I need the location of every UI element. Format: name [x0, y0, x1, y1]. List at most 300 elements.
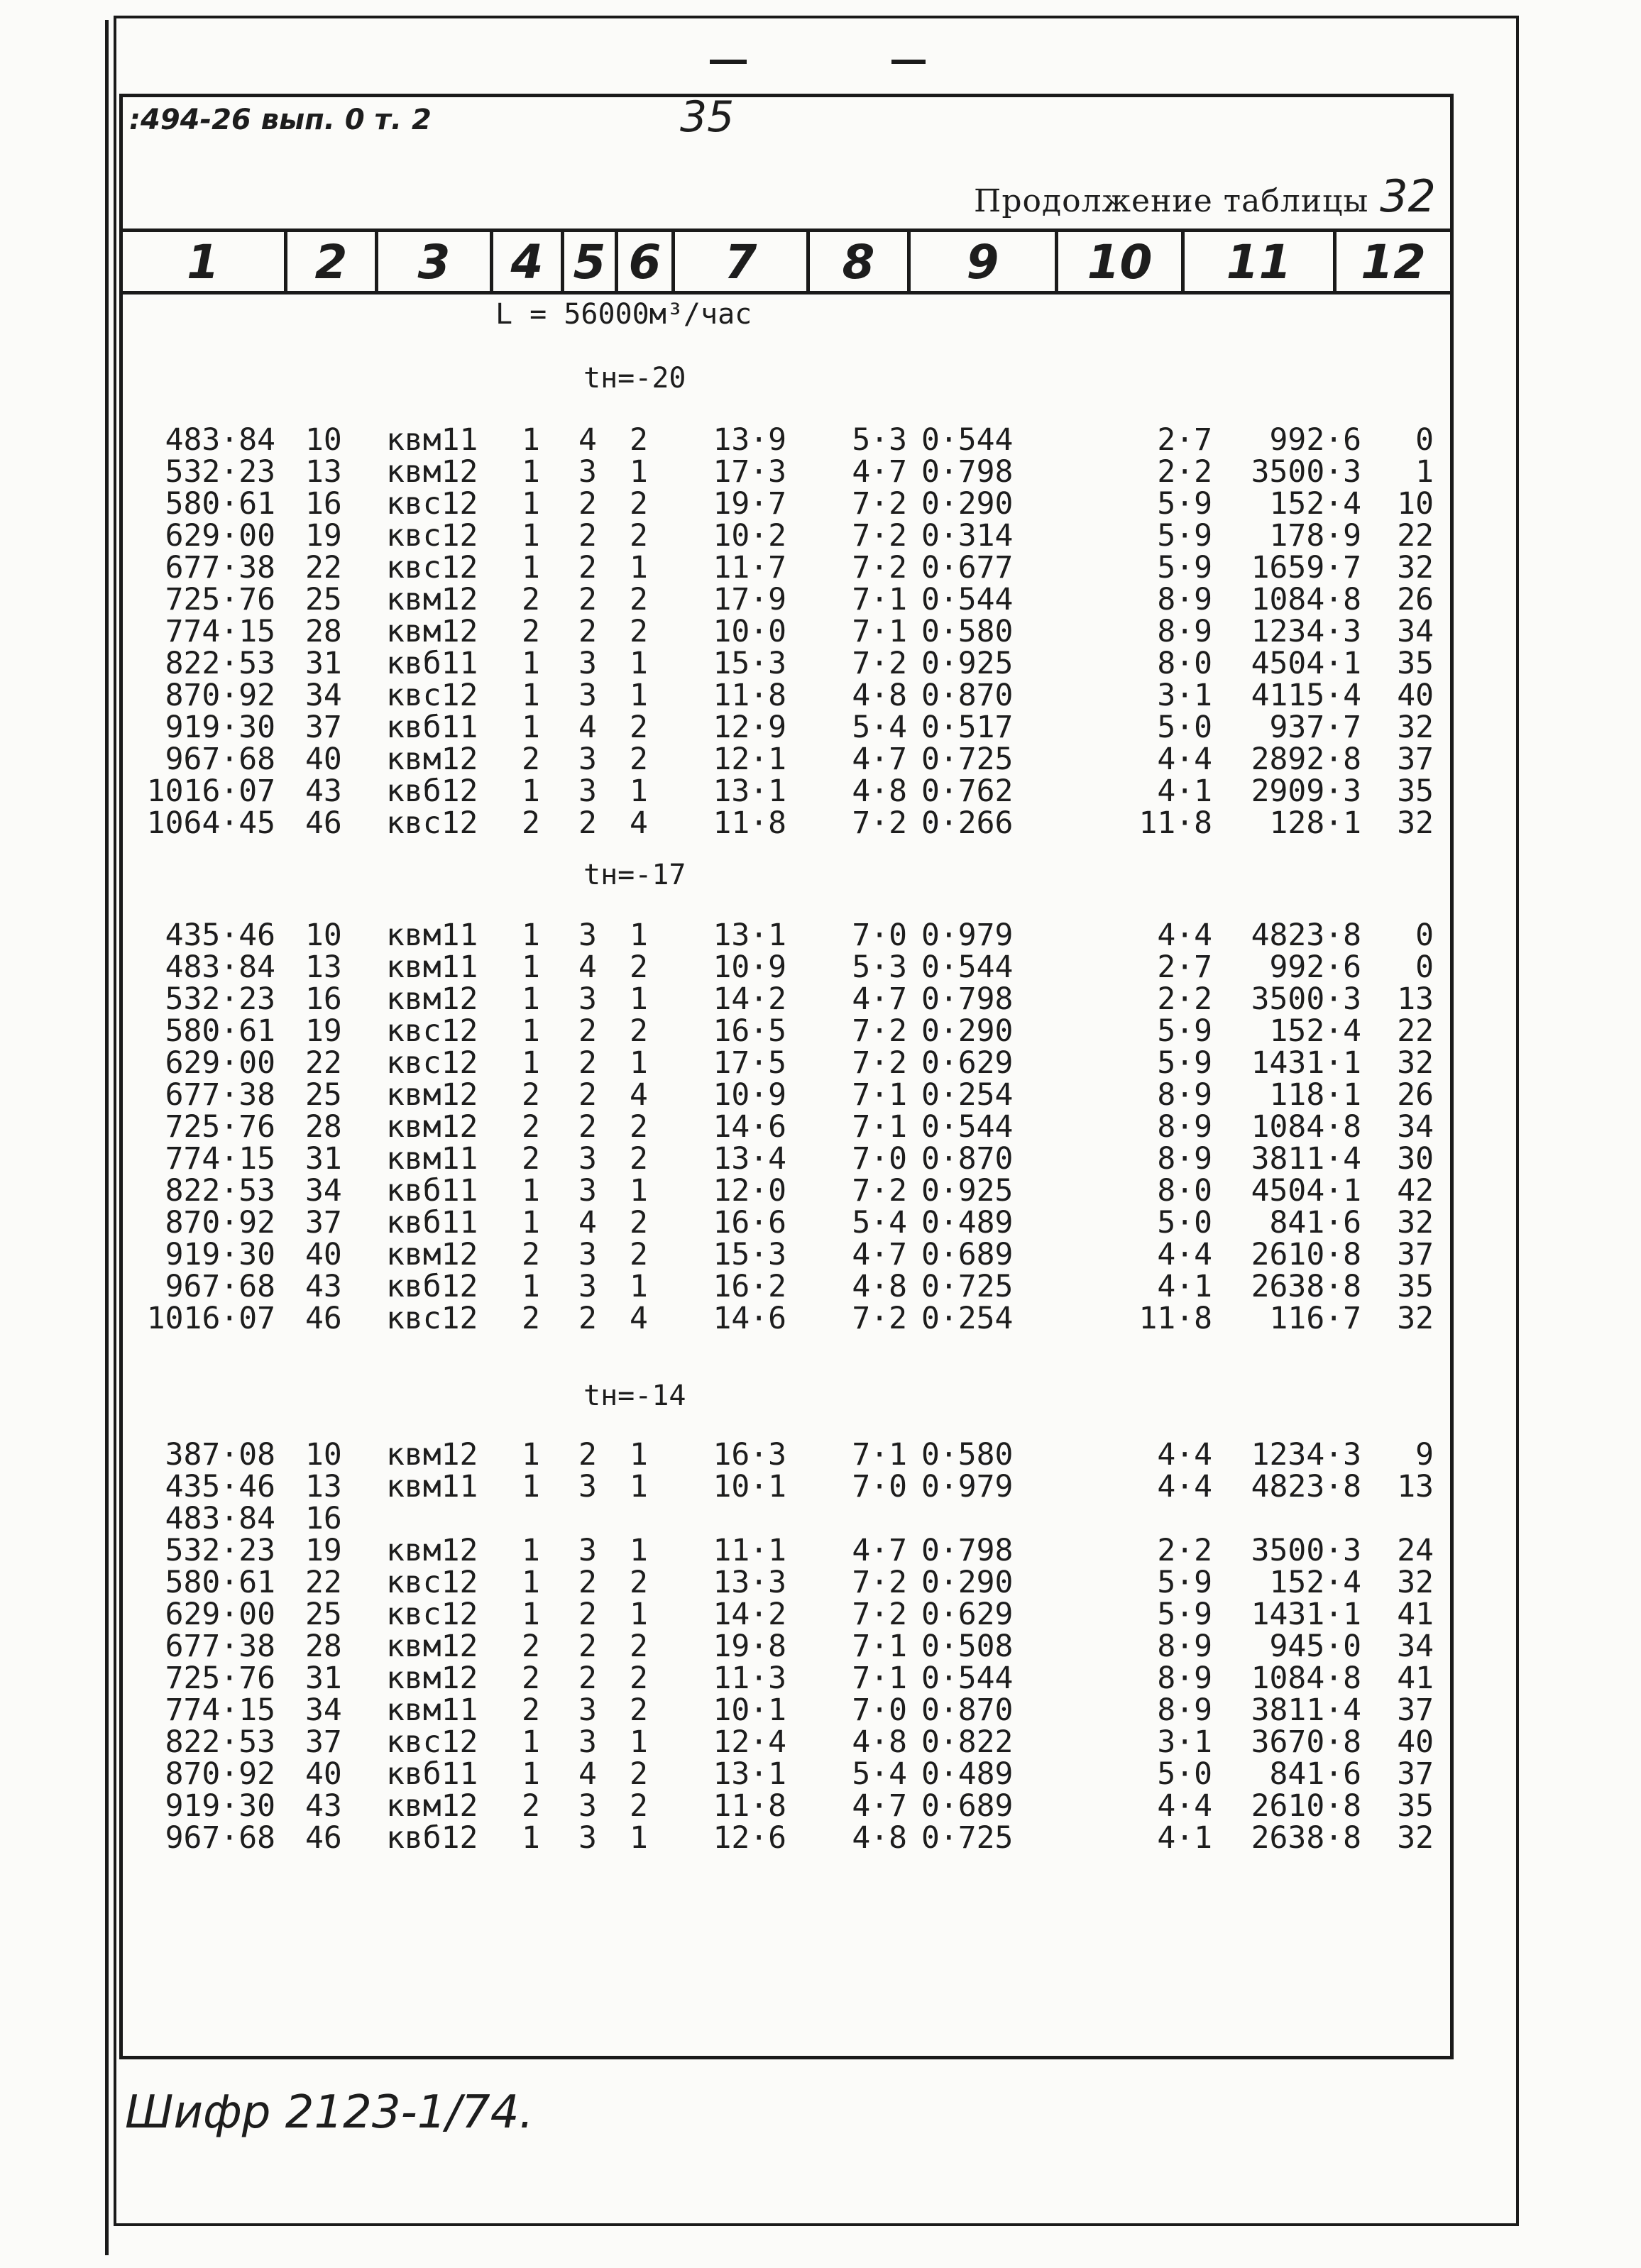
- cell-col-12: 13: [1397, 981, 1434, 1017]
- cell-col-5: 3: [578, 646, 597, 681]
- table-row: [119, 456, 1454, 488]
- cell-col-6: 1: [630, 1045, 648, 1081]
- cell-col-4: 2: [522, 614, 540, 649]
- cell-col-7: 12·1: [713, 742, 786, 777]
- cell-col-5: 2: [578, 805, 597, 841]
- cell-col-7: 11·3: [713, 1661, 786, 1696]
- cell-col-4: 1: [522, 1724, 540, 1760]
- cell-col-1: 967·68: [165, 1820, 275, 1856]
- cell-col-11: 3500·3: [1251, 981, 1361, 1017]
- cell-col-2: 13: [305, 1469, 342, 1504]
- cell-col-3: квм11: [386, 918, 478, 953]
- cell-col-4: 1: [522, 918, 540, 953]
- cell-col-7: 17·9: [713, 582, 786, 617]
- cipher-stamp: Шифр 2123-1/74.: [125, 2086, 534, 2139]
- cell-col-1: 677·38: [165, 1629, 275, 1664]
- cell-col-11: 945·0: [1269, 1629, 1361, 1664]
- cell-col-2: 31: [305, 1141, 342, 1177]
- cell-col-11: 841·6: [1269, 1205, 1361, 1240]
- cell-col-11: 3811·4: [1251, 1692, 1361, 1728]
- cell-col-4: 1: [522, 981, 540, 1017]
- section-label: tн=-17: [583, 859, 686, 891]
- cell-col-10: 8·9: [1157, 1629, 1212, 1664]
- cell-col-2: 13: [305, 949, 342, 985]
- cell-col-7: 10·9: [713, 1077, 786, 1113]
- top-dash-right: [891, 60, 926, 64]
- cell-col-5: 2: [578, 518, 597, 554]
- top-dash-left: [710, 60, 747, 64]
- cell-col-3: квм11: [386, 1141, 478, 1177]
- cell-col-1: 725·76: [165, 582, 275, 617]
- cell-col-7: 15·3: [713, 1237, 786, 1272]
- cell-col-9: 0·489: [921, 1205, 1014, 1240]
- cell-col-8: 7·2: [852, 646, 907, 681]
- cell-col-10: 5·9: [1157, 518, 1212, 554]
- cell-col-4: 1: [522, 678, 540, 713]
- cell-col-9: 0·544: [921, 1109, 1014, 1145]
- cell-col-7: 12·0: [713, 1173, 786, 1209]
- cell-col-8: 4·7: [852, 1237, 907, 1272]
- cell-col-7: 10·1: [713, 1469, 786, 1504]
- table-row: [119, 1239, 1454, 1271]
- cell-col-5: 2: [578, 1077, 597, 1113]
- cell-col-1: 919·30: [165, 1237, 275, 1272]
- cell-col-6: 2: [630, 710, 648, 745]
- cell-col-1: 725·76: [165, 1109, 275, 1145]
- cell-col-10: 4·1: [1157, 774, 1212, 809]
- cell-col-12: 24: [1397, 1533, 1434, 1568]
- cell-col-6: 2: [630, 518, 648, 554]
- cell-col-11: 3811·4: [1251, 1141, 1361, 1177]
- cell-col-10: 8·0: [1157, 1173, 1212, 1209]
- table-row: [119, 1790, 1454, 1822]
- column-header-7: 7: [724, 235, 757, 290]
- cell-col-4: 2: [522, 1077, 540, 1113]
- cell-col-12: 10: [1397, 486, 1434, 522]
- cell-col-4: 2: [522, 582, 540, 617]
- cell-col-4: 2: [522, 742, 540, 777]
- cell-col-8: 5·3: [852, 949, 907, 985]
- cell-col-8: 7·0: [852, 1692, 907, 1728]
- table-row: [119, 981, 1454, 1017]
- table-row: [119, 1724, 1454, 1760]
- cell-col-5: 2: [578, 1437, 597, 1472]
- cell-col-3: квм12: [386, 981, 478, 1017]
- cell-col-2: 37: [305, 710, 342, 745]
- cell-col-9: 0·254: [921, 1077, 1014, 1113]
- cell-col-1: 580·61: [165, 486, 275, 522]
- cell-col-2: 19: [305, 1013, 342, 1049]
- cell-col-6: 2: [630, 949, 648, 985]
- cell-col-9: 0·870: [921, 1141, 1014, 1177]
- cell-col-8: 7·2: [852, 1597, 907, 1632]
- table-row: [119, 520, 1454, 552]
- cell-col-6: 4: [630, 1077, 648, 1113]
- cell-col-10: 2·7: [1157, 422, 1212, 458]
- cell-col-2: 25: [305, 1077, 342, 1113]
- cell-col-11: 1431·1: [1251, 1045, 1361, 1081]
- cell-col-12: 35: [1397, 1269, 1434, 1304]
- cell-col-8: 7·2: [852, 518, 907, 554]
- cell-col-11: 4115·4: [1251, 678, 1361, 713]
- cell-col-2: 40: [305, 742, 342, 777]
- cell-col-7: 13·3: [713, 1565, 786, 1600]
- cell-col-6: 2: [630, 1692, 648, 1728]
- cell-col-11: 4504·1: [1251, 646, 1361, 681]
- table-row: [119, 1079, 1454, 1111]
- cell-col-3: квс12: [386, 1301, 478, 1336]
- cell-col-10: 5·9: [1157, 1045, 1212, 1081]
- cell-col-2: 46: [305, 1301, 342, 1336]
- table-row: [119, 920, 1454, 952]
- section-label: tн=-20: [583, 362, 686, 395]
- cell-col-8: 4·7: [852, 1788, 907, 1824]
- cell-col-9: 0·580: [921, 614, 1014, 649]
- cell-col-10: 5·9: [1157, 1013, 1212, 1049]
- cell-col-5: 2: [578, 1661, 597, 1696]
- cell-col-7: 13·1: [713, 918, 786, 953]
- cell-col-6: 1: [630, 646, 648, 681]
- cell-col-9: 0·725: [921, 1820, 1014, 1856]
- cell-col-12: 0: [1415, 918, 1434, 953]
- cell-col-4: 1: [522, 646, 540, 681]
- cell-col-8: 7·2: [852, 1173, 907, 1209]
- table-row: [119, 1822, 1454, 1854]
- cell-col-1: 532·23: [165, 454, 275, 490]
- cell-col-7: 19·8: [713, 1629, 786, 1664]
- cell-col-7: 17·3: [713, 454, 786, 490]
- cell-col-11: 1659·7: [1251, 550, 1361, 585]
- cell-col-8: 4·8: [852, 1820, 907, 1856]
- cell-col-7: 11·1: [713, 1533, 786, 1568]
- cell-col-5: 3: [578, 774, 597, 809]
- cell-col-3: квб11: [386, 1756, 478, 1792]
- cell-col-7: 17·5: [713, 1045, 786, 1081]
- cell-col-2: 16: [305, 486, 342, 522]
- cell-col-5: 2: [578, 550, 597, 585]
- cell-col-3: квб12: [386, 774, 478, 809]
- cell-col-2: 34: [305, 1173, 342, 1209]
- cell-col-9: 0·544: [921, 422, 1014, 458]
- table-row: [119, 712, 1454, 744]
- cell-col-8: 7·1: [852, 1437, 907, 1472]
- cell-col-2: 22: [305, 550, 342, 585]
- cell-col-2: 28: [305, 1629, 342, 1664]
- cell-col-4: 1: [522, 1045, 540, 1081]
- cell-col-8: 7·2: [852, 1301, 907, 1336]
- cell-col-10: 5·0: [1157, 710, 1212, 745]
- cell-col-2: 43: [305, 1788, 342, 1824]
- cell-col-2: 34: [305, 678, 342, 713]
- cell-col-2: 22: [305, 1045, 342, 1081]
- cell-col-12: 41: [1397, 1597, 1434, 1632]
- cell-col-7: 12·6: [713, 1820, 786, 1856]
- cell-col-11: 2638·8: [1251, 1269, 1361, 1304]
- cell-col-1: 483·84: [165, 422, 275, 458]
- cell-col-9: 0·544: [921, 582, 1014, 617]
- cell-col-11: 2892·8: [1251, 742, 1361, 777]
- cell-col-12: 32: [1397, 1820, 1434, 1856]
- cell-col-7: 13·9: [713, 422, 786, 458]
- cell-col-10: 8·0: [1157, 646, 1212, 681]
- cell-col-6: 1: [630, 1469, 648, 1504]
- cell-col-9: 0·979: [921, 1469, 1014, 1504]
- cell-col-10: 11·8: [1138, 1301, 1212, 1336]
- cell-col-10: 2·2: [1157, 981, 1212, 1017]
- cell-col-11: 152·4: [1269, 1013, 1361, 1049]
- cell-col-7: 16·6: [713, 1205, 786, 1240]
- cell-col-7: 14·6: [713, 1109, 786, 1145]
- cell-col-2: 10: [305, 918, 342, 953]
- cell-col-3: квс12: [386, 1013, 478, 1049]
- cell-col-10: 4·4: [1157, 1237, 1212, 1272]
- cell-col-11: 116·7: [1269, 1301, 1361, 1336]
- cell-col-6: 1: [630, 454, 648, 490]
- table-row: [119, 1503, 1454, 1535]
- cell-col-3: квс12: [386, 1724, 478, 1760]
- cell-col-8: 7·1: [852, 614, 907, 649]
- cell-col-3: квм12: [386, 582, 478, 617]
- cell-col-12: 0: [1415, 422, 1434, 458]
- cell-col-4: 2: [522, 1692, 540, 1728]
- cell-col-2: 16: [305, 1501, 342, 1536]
- cell-col-9: 0·290: [921, 1565, 1014, 1600]
- cell-col-11: 1234·3: [1251, 1437, 1361, 1472]
- table-row: [119, 776, 1454, 808]
- cell-col-3: квб11: [386, 646, 478, 681]
- cell-col-12: 32: [1397, 1301, 1434, 1336]
- cell-col-12: 42: [1397, 1173, 1434, 1209]
- cell-col-7: 11·8: [713, 1788, 786, 1824]
- cell-col-8: 4·8: [852, 678, 907, 713]
- table-row: [119, 1271, 1454, 1303]
- cell-col-5: 3: [578, 1533, 597, 1568]
- cell-col-8: 7·1: [852, 1077, 907, 1113]
- cell-col-6: 2: [630, 486, 648, 522]
- cell-col-5: 2: [578, 1629, 597, 1664]
- cell-col-4: 1: [522, 454, 540, 490]
- cell-col-10: 4·4: [1157, 742, 1212, 777]
- table-row: [119, 1111, 1454, 1143]
- cell-col-6: 1: [630, 1269, 648, 1304]
- cell-col-11: 152·4: [1269, 1565, 1361, 1600]
- cell-col-12: 32: [1397, 1045, 1434, 1081]
- column-header-10: 10: [1087, 235, 1153, 290]
- cell-col-9: 0·254: [921, 1301, 1014, 1336]
- cell-col-6: 4: [630, 1301, 648, 1336]
- cell-col-11: 2610·8: [1251, 1237, 1361, 1272]
- cell-col-3: квс12: [386, 1045, 478, 1081]
- cell-col-9: 0·290: [921, 486, 1014, 522]
- cell-col-7: 14·6: [713, 1301, 786, 1336]
- cell-col-1: 387·08: [165, 1437, 275, 1472]
- cell-col-10: 4·4: [1157, 918, 1212, 953]
- continuation-text: Продолжение таблицы: [974, 183, 1369, 219]
- cell-col-5: 3: [578, 1724, 597, 1760]
- cell-col-2: 43: [305, 774, 342, 809]
- cell-col-1: 580·61: [165, 1013, 275, 1049]
- cell-col-7: 13·4: [713, 1141, 786, 1177]
- cell-col-10: 4·1: [1157, 1820, 1212, 1856]
- cell-col-4: 2: [522, 1629, 540, 1664]
- cell-col-2: 25: [305, 1597, 342, 1632]
- header-bottom-rule: [119, 291, 1454, 294]
- table-row: [119, 744, 1454, 776]
- cell-col-7: 12·9: [713, 710, 786, 745]
- table-row: [119, 488, 1454, 520]
- cell-col-6: 2: [630, 1109, 648, 1145]
- cell-col-12: 32: [1397, 1205, 1434, 1240]
- cell-col-4: 2: [522, 1237, 540, 1272]
- cell-col-10: 8·9: [1157, 582, 1212, 617]
- cell-col-3: квм11: [386, 1469, 478, 1504]
- cell-col-11: 937·7: [1269, 710, 1361, 745]
- cell-col-7: 13·1: [713, 1756, 786, 1792]
- cell-col-11: 1234·3: [1251, 614, 1361, 649]
- cell-col-4: 1: [522, 550, 540, 585]
- cell-col-6: 1: [630, 678, 648, 713]
- cell-col-8: 4·8: [852, 1269, 907, 1304]
- cell-col-9: 0·544: [921, 949, 1014, 985]
- cell-col-11: 992·6: [1269, 949, 1361, 985]
- cell-col-4: 1: [522, 1205, 540, 1240]
- cell-col-1: 1016·07: [146, 1301, 275, 1336]
- cell-col-7: 14·2: [713, 981, 786, 1017]
- cell-col-12: 41: [1397, 1661, 1434, 1696]
- cell-col-5: 4: [578, 422, 597, 458]
- cell-col-12: 37: [1397, 1692, 1434, 1728]
- cell-col-6: 2: [630, 422, 648, 458]
- cell-col-1: 725·76: [165, 1661, 275, 1696]
- cell-col-8: 5·4: [852, 1756, 907, 1792]
- cell-col-6: 1: [630, 550, 648, 585]
- cell-col-11: 3500·3: [1251, 1533, 1361, 1568]
- cell-col-4: 1: [522, 1756, 540, 1792]
- cell-col-1: 580·61: [165, 1565, 275, 1600]
- cell-col-3: квб12: [386, 1269, 478, 1304]
- cell-col-2: 37: [305, 1205, 342, 1240]
- cell-col-5: 3: [578, 1788, 597, 1824]
- cell-col-1: 822·53: [165, 646, 275, 681]
- cell-col-11: 2610·8: [1251, 1788, 1361, 1824]
- table-row: [119, 1207, 1454, 1239]
- cell-col-4: 1: [522, 1820, 540, 1856]
- page-number: 35: [680, 92, 735, 142]
- cell-col-2: 40: [305, 1237, 342, 1272]
- cell-col-11: 4823·8: [1251, 1469, 1361, 1504]
- cell-col-3: квс12: [386, 1597, 478, 1632]
- cell-col-4: 2: [522, 1109, 540, 1145]
- cell-col-3: квс12: [386, 486, 478, 522]
- cell-col-9: 0·580: [921, 1437, 1014, 1472]
- cell-col-11: 1431·1: [1251, 1597, 1361, 1632]
- table-row: [119, 1535, 1454, 1567]
- table-row: [119, 1599, 1454, 1631]
- cell-col-9: 0·762: [921, 774, 1014, 809]
- cell-col-1: 870·92: [165, 1756, 275, 1792]
- cell-col-8: 7·1: [852, 1109, 907, 1145]
- cell-col-6: 2: [630, 582, 648, 617]
- cell-col-4: 2: [522, 1661, 540, 1696]
- cell-col-10: 4·4: [1157, 1788, 1212, 1824]
- cell-col-6: 2: [630, 1237, 648, 1272]
- cell-col-11: 2638·8: [1251, 1820, 1361, 1856]
- cell-col-3: квм12: [386, 454, 478, 490]
- cell-col-6: 1: [630, 1597, 648, 1632]
- cell-col-5: 2: [578, 1045, 597, 1081]
- cell-col-10: 2·2: [1157, 454, 1212, 490]
- cell-col-5: 2: [578, 1565, 597, 1600]
- cell-col-12: 35: [1397, 1788, 1434, 1824]
- cell-col-12: 34: [1397, 1109, 1434, 1145]
- cell-col-2: 28: [305, 614, 342, 649]
- cell-col-6: 1: [630, 1173, 648, 1209]
- cell-col-5: 3: [578, 918, 597, 953]
- cell-col-10: 8·9: [1157, 614, 1212, 649]
- cell-col-8: 4·7: [852, 1533, 907, 1568]
- cell-col-1: 629·00: [165, 1045, 275, 1081]
- header-top-rule: [119, 229, 1454, 232]
- cell-col-3: квм11: [386, 422, 478, 458]
- cell-col-10: 8·9: [1157, 1661, 1212, 1696]
- section-rows: [119, 424, 1454, 843]
- cell-col-2: 28: [305, 1109, 342, 1145]
- table-row: [119, 805, 1454, 841]
- table-row: [119, 1015, 1454, 1047]
- cell-col-1: 822·53: [165, 1173, 275, 1209]
- section-label: tн=-14: [583, 1380, 686, 1412]
- table-row: [119, 1047, 1454, 1079]
- cell-col-3: квс12: [386, 1565, 478, 1600]
- cell-col-3: квм11: [386, 1692, 478, 1728]
- cell-col-1: 919·30: [165, 1788, 275, 1824]
- table-row: [119, 1175, 1454, 1207]
- cell-col-11: 118·1: [1269, 1077, 1361, 1113]
- cell-col-10: 4·1: [1157, 1269, 1212, 1304]
- cell-col-5: 4: [578, 1205, 597, 1240]
- cell-col-10: 8·9: [1157, 1141, 1212, 1177]
- document-code: :494-26 вып. 0 т. 2: [129, 104, 432, 136]
- table-row: [119, 680, 1454, 712]
- cell-col-9: 0·508: [921, 1629, 1014, 1664]
- cell-col-12: 35: [1397, 774, 1434, 809]
- cell-col-3: квс12: [386, 518, 478, 554]
- cell-col-10: 5·9: [1157, 1597, 1212, 1632]
- cell-col-12: 0: [1415, 949, 1434, 985]
- cell-col-1: 967·68: [165, 742, 275, 777]
- cell-col-9: 0·677: [921, 550, 1014, 585]
- table-row: [119, 1439, 1454, 1471]
- cell-col-6: 2: [630, 1756, 648, 1792]
- cell-col-9: 0·629: [921, 1597, 1014, 1632]
- cell-col-8: 7·2: [852, 486, 907, 522]
- cell-col-10: 5·0: [1157, 1205, 1212, 1240]
- cell-col-11: 1084·8: [1251, 1109, 1361, 1145]
- cell-col-1: 532·23: [165, 1533, 275, 1568]
- cell-col-7: 11·8: [713, 805, 786, 841]
- cell-col-2: 25: [305, 582, 342, 617]
- cell-col-10: 5·0: [1157, 1756, 1212, 1792]
- table-number: 32: [1380, 170, 1436, 222]
- cell-col-12: 26: [1397, 1077, 1434, 1113]
- cell-col-7: 10·0: [713, 614, 786, 649]
- cell-col-9: 0·870: [921, 1692, 1014, 1728]
- cell-col-8: 7·2: [852, 1045, 907, 1081]
- table-row: [119, 1303, 1454, 1335]
- cell-col-4: 1: [522, 949, 540, 985]
- section-rows: [119, 920, 1454, 1338]
- column-header-9: 9: [966, 235, 999, 290]
